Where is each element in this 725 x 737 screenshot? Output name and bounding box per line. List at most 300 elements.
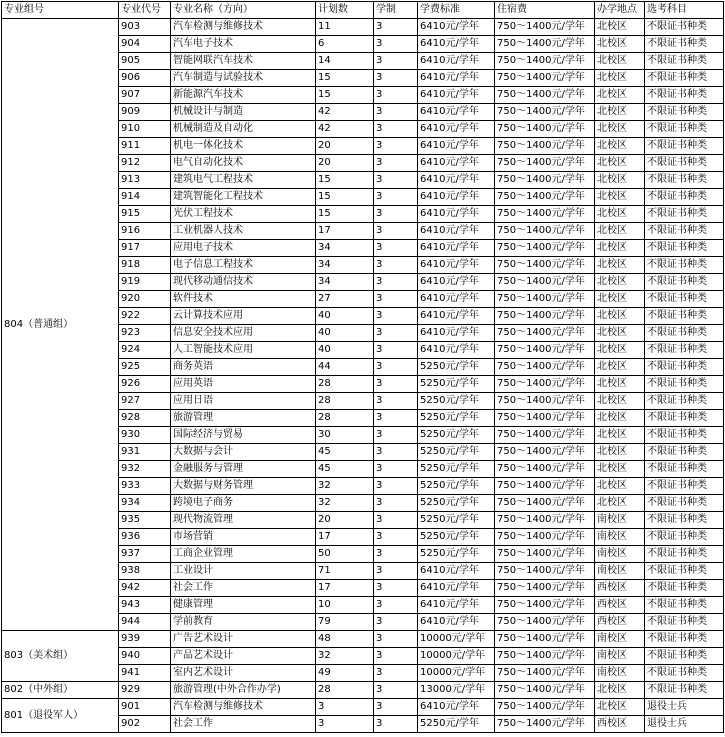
campus-cell: 西校区: [595, 716, 645, 733]
major-cell: 金融服务与管理: [171, 461, 316, 478]
code-cell: 926: [119, 376, 171, 393]
plan-cell: 34: [316, 274, 374, 291]
housing-cell: 750～1400元/学年: [495, 563, 595, 580]
years-cell: 3: [374, 444, 418, 461]
code-cell: 941: [119, 665, 171, 682]
campus-cell: 北校区: [595, 70, 645, 87]
years-cell: 3: [374, 206, 418, 223]
years-cell: 3: [374, 529, 418, 546]
housing-cell: 750～1400元/学年: [495, 529, 595, 546]
code-cell: 919: [119, 274, 171, 291]
housing-cell: 750～1400元/学年: [495, 189, 595, 206]
plan-cell: 28: [316, 376, 374, 393]
major-cell: 机械制造及自动化: [171, 121, 316, 138]
campus-cell: 北校区: [595, 53, 645, 70]
code-cell: 925: [119, 359, 171, 376]
housing-cell: 750～1400元/学年: [495, 104, 595, 121]
years-cell: 3: [374, 189, 418, 206]
campus-cell: 北校区: [595, 461, 645, 478]
table-row: [2, 631, 724, 648]
years-cell: 3: [374, 87, 418, 104]
years-cell: 3: [374, 716, 418, 733]
tuition-cell: 6410元/学年: [418, 121, 495, 138]
plan-cell: 11: [316, 19, 374, 36]
tuition-cell: 6410元/学年: [418, 138, 495, 155]
subjects-cell: 不限证书种类: [645, 546, 724, 563]
group-cell: 802（中外组）: [2, 682, 119, 699]
subjects-cell: 不限证书种类: [645, 104, 724, 121]
code-cell: 904: [119, 36, 171, 53]
housing-cell: 750～1400元/学年: [495, 308, 595, 325]
housing-cell: 750～1400元/学年: [495, 359, 595, 376]
years-cell: 3: [374, 172, 418, 189]
campus-cell: 南校区: [595, 512, 645, 529]
housing-cell: 750～1400元/学年: [495, 138, 595, 155]
campus-cell: 南校区: [595, 529, 645, 546]
years-cell: 3: [374, 631, 418, 648]
housing-cell: 750～1400元/学年: [495, 70, 595, 87]
major-cell: 大数据与财务管理: [171, 478, 316, 495]
tuition-cell: 6410元/学年: [418, 53, 495, 70]
tuition-cell: 6410元/学年: [418, 274, 495, 291]
major-cell: 汽车检测与维修技术: [171, 19, 316, 36]
subjects-cell: 不限证书种类: [645, 461, 724, 478]
tuition-cell: 6410元/学年: [418, 19, 495, 36]
plan-cell: 34: [316, 240, 374, 257]
tuition-cell: 6410元/学年: [418, 597, 495, 614]
years-cell: 3: [374, 223, 418, 240]
code-cell: 937: [119, 546, 171, 563]
subjects-cell: 不限证书种类: [645, 495, 724, 512]
major-cell: 社会工作: [171, 580, 316, 597]
code-cell: 907: [119, 87, 171, 104]
code-cell: 905: [119, 53, 171, 70]
plan-cell: 17: [316, 580, 374, 597]
tuition-cell: 13000元/学年: [418, 682, 495, 699]
plan-cell: 10: [316, 597, 374, 614]
plan-cell: 30: [316, 427, 374, 444]
housing-cell: 750～1400元/学年: [495, 478, 595, 495]
code-cell: 930: [119, 427, 171, 444]
code-cell: 917: [119, 240, 171, 257]
code-cell: 914: [119, 189, 171, 206]
major-cell: 电子信息工程技术: [171, 257, 316, 274]
tuition-cell: 5250元/学年: [418, 393, 495, 410]
housing-cell: 750～1400元/学年: [495, 257, 595, 274]
major-cell: 国际经济与贸易: [171, 427, 316, 444]
plan-cell: 28: [316, 393, 374, 410]
tuition-cell: 6410元/学年: [418, 699, 495, 716]
subjects-cell: 不限证书种类: [645, 87, 724, 104]
plan-cell: 15: [316, 189, 374, 206]
years-cell: 3: [374, 104, 418, 121]
subjects-cell: 不限证书种类: [645, 648, 724, 665]
years-cell: 3: [374, 563, 418, 580]
tuition-cell: 6410元/学年: [418, 172, 495, 189]
tuition-cell: 10000元/学年: [418, 631, 495, 648]
major-cell: 大数据与会计: [171, 444, 316, 461]
campus-cell: 北校区: [595, 359, 645, 376]
years-cell: 3: [374, 478, 418, 495]
plan-cell: 15: [316, 70, 374, 87]
campus-cell: 北校区: [595, 393, 645, 410]
subjects-cell: 不限证书种类: [645, 682, 724, 699]
plan-cell: 44: [316, 359, 374, 376]
subjects-cell: 不限证书种类: [645, 563, 724, 580]
years-cell: 3: [374, 138, 418, 155]
campus-cell: 北校区: [595, 36, 645, 53]
housing-cell: 750～1400元/学年: [495, 699, 595, 716]
years-cell: 3: [374, 155, 418, 172]
campus-cell: 北校区: [595, 87, 645, 104]
years-cell: 3: [374, 665, 418, 682]
code-cell: 909: [119, 104, 171, 121]
code-cell: 928: [119, 410, 171, 427]
subjects-cell: 不限证书种类: [645, 580, 724, 597]
subjects-cell: 不限证书种类: [645, 36, 724, 53]
subjects-cell: 不限证书种类: [645, 427, 724, 444]
subjects-cell: 不限证书种类: [645, 614, 724, 631]
plan-cell: 40: [316, 308, 374, 325]
subjects-cell: 不限证书种类: [645, 257, 724, 274]
tuition-cell: 10000元/学年: [418, 665, 495, 682]
code-cell: 938: [119, 563, 171, 580]
campus-cell: 南校区: [595, 546, 645, 563]
major-cell: 汽车检测与维修技术: [171, 699, 316, 716]
subjects-cell: 不限证书种类: [645, 155, 724, 172]
housing-cell: 750～1400元/学年: [495, 614, 595, 631]
group-cell: 801（退役军人）: [2, 699, 119, 733]
major-cell: 应用英语: [171, 376, 316, 393]
tuition-cell: 5250元/学年: [418, 376, 495, 393]
major-cell: 旅游管理(中外合作办学): [171, 682, 316, 699]
major-cell: 应用电子技术: [171, 240, 316, 257]
major-cell: 学前教育: [171, 614, 316, 631]
table-row: [2, 699, 724, 716]
code-cell: 913: [119, 172, 171, 189]
housing-cell: 750～1400元/学年: [495, 682, 595, 699]
plan-cell: 45: [316, 461, 374, 478]
years-cell: 3: [374, 461, 418, 478]
code-cell: 922: [119, 308, 171, 325]
campus-cell: 北校区: [595, 444, 645, 461]
code-cell: 923: [119, 325, 171, 342]
housing-cell: 750～1400元/学年: [495, 240, 595, 257]
code-cell: 924: [119, 342, 171, 359]
subjects-cell: 不限证书种类: [645, 478, 724, 495]
campus-cell: 南校区: [595, 648, 645, 665]
plan-cell: 34: [316, 257, 374, 274]
plan-cell: 15: [316, 87, 374, 104]
campus-cell: 北校区: [595, 172, 645, 189]
plan-cell: 42: [316, 121, 374, 138]
housing-cell: 750～1400元/学年: [495, 631, 595, 648]
code-cell: 929: [119, 682, 171, 699]
major-cell: 工业设计: [171, 563, 316, 580]
tuition-cell: 6410元/学年: [418, 614, 495, 631]
code-cell: 931: [119, 444, 171, 461]
campus-cell: 西校区: [595, 614, 645, 631]
subjects-cell: 不限证书种类: [645, 359, 724, 376]
campus-cell: 北校区: [595, 699, 645, 716]
subjects-cell: 不限证书种类: [645, 597, 724, 614]
code-cell: 910: [119, 121, 171, 138]
major-cell: 应用日语: [171, 393, 316, 410]
plan-cell: 15: [316, 172, 374, 189]
code-cell: 903: [119, 19, 171, 36]
plan-cell: 79: [316, 614, 374, 631]
campus-cell: 北校区: [595, 274, 645, 291]
subjects-cell: 不限证书种类: [645, 138, 724, 155]
major-cell: 新能源汽车技术: [171, 87, 316, 104]
subjects-cell: 不限证书种类: [645, 223, 724, 240]
years-cell: 3: [374, 342, 418, 359]
header-campus: 办学地点: [595, 2, 645, 19]
major-cell: 机械设计与制造: [171, 104, 316, 121]
subjects-cell: 不限证书种类: [645, 665, 724, 682]
major-cell: 广告艺术设计: [171, 631, 316, 648]
years-cell: 3: [374, 580, 418, 597]
plan-cell: 32: [316, 495, 374, 512]
group-cell: 804（普通组）: [2, 19, 119, 631]
housing-cell: 750～1400元/学年: [495, 274, 595, 291]
subjects-cell: 不限证书种类: [645, 631, 724, 648]
tuition-cell: 6410元/学年: [418, 580, 495, 597]
tuition-cell: 6410元/学年: [418, 206, 495, 223]
major-cell: 信息安全技术应用: [171, 325, 316, 342]
subjects-cell: 不限证书种类: [645, 393, 724, 410]
housing-cell: 750～1400元/学年: [495, 580, 595, 597]
tuition-cell: 6410元/学年: [418, 189, 495, 206]
campus-cell: 北校区: [595, 19, 645, 36]
years-cell: 3: [374, 359, 418, 376]
tuition-cell: 6410元/学年: [418, 291, 495, 308]
housing-cell: 750～1400元/学年: [495, 546, 595, 563]
code-cell: 943: [119, 597, 171, 614]
code-cell: 932: [119, 461, 171, 478]
subjects-cell: 不限证书种类: [645, 291, 724, 308]
housing-cell: 750～1400元/学年: [495, 155, 595, 172]
housing-cell: 750～1400元/学年: [495, 427, 595, 444]
campus-cell: 北校区: [595, 342, 645, 359]
years-cell: 3: [374, 410, 418, 427]
campus-cell: 西校区: [595, 597, 645, 614]
campus-cell: 北校区: [595, 240, 645, 257]
housing-cell: 750～1400元/学年: [495, 716, 595, 733]
tuition-cell: 5250元/学年: [418, 546, 495, 563]
plan-cell: 28: [316, 682, 374, 699]
years-cell: 3: [374, 512, 418, 529]
years-cell: 3: [374, 19, 418, 36]
tuition-cell: 5250元/学年: [418, 444, 495, 461]
header-code: 专业代号: [119, 2, 171, 19]
plan-cell: 32: [316, 478, 374, 495]
code-cell: 916: [119, 223, 171, 240]
code-cell: 939: [119, 631, 171, 648]
header-housing: 住宿费: [495, 2, 595, 19]
code-cell: 933: [119, 478, 171, 495]
subjects-cell: 不限证书种类: [645, 376, 724, 393]
housing-cell: 750～1400元/学年: [495, 342, 595, 359]
plan-cell: 40: [316, 342, 374, 359]
tuition-cell: 6410元/学年: [418, 104, 495, 121]
plan-cell: 6: [316, 36, 374, 53]
campus-cell: 南校区: [595, 563, 645, 580]
subjects-cell: 不限证书种类: [645, 240, 724, 257]
housing-cell: 750～1400元/学年: [495, 325, 595, 342]
header-group: 专业组号: [2, 2, 119, 19]
plan-cell: 3: [316, 699, 374, 716]
subjects-cell: 不限证书种类: [645, 189, 724, 206]
campus-cell: 北校区: [595, 223, 645, 240]
plan-cell: 32: [316, 648, 374, 665]
tuition-cell: 5250元/学年: [418, 529, 495, 546]
code-cell: 912: [119, 155, 171, 172]
plan-cell: 17: [316, 223, 374, 240]
code-cell: 901: [119, 699, 171, 716]
major-cell: 机电一体化技术: [171, 138, 316, 155]
years-cell: 3: [374, 597, 418, 614]
tuition-cell: 5250元/学年: [418, 461, 495, 478]
table-body: [2, 19, 724, 733]
tuition-cell: 6410元/学年: [418, 257, 495, 274]
major-cell: 现代物流管理: [171, 512, 316, 529]
campus-cell: 北校区: [595, 376, 645, 393]
tuition-cell: 10000元/学年: [418, 648, 495, 665]
major-cell: 室内艺术设计: [171, 665, 316, 682]
subjects-cell: 不限证书种类: [645, 70, 724, 87]
housing-cell: 750～1400元/学年: [495, 597, 595, 614]
code-cell: 927: [119, 393, 171, 410]
table-row: [2, 19, 724, 36]
subjects-cell: 不限证书种类: [645, 410, 724, 427]
years-cell: 3: [374, 546, 418, 563]
code-cell: 920: [119, 291, 171, 308]
housing-cell: 750～1400元/学年: [495, 461, 595, 478]
header-plan: 计划数: [316, 2, 374, 19]
years-cell: 3: [374, 308, 418, 325]
subjects-cell: 不限证书种类: [645, 121, 724, 138]
housing-cell: 750～1400元/学年: [495, 410, 595, 427]
campus-cell: 北校区: [595, 257, 645, 274]
tuition-cell: 5250元/学年: [418, 495, 495, 512]
header-subjects: 选考科目: [645, 2, 724, 19]
housing-cell: 750～1400元/学年: [495, 291, 595, 308]
campus-cell: 南校区: [595, 665, 645, 682]
major-cell: 健康管理: [171, 597, 316, 614]
plan-cell: 20: [316, 512, 374, 529]
housing-cell: 750～1400元/学年: [495, 53, 595, 70]
years-cell: 3: [374, 121, 418, 138]
housing-cell: 750～1400元/学年: [495, 36, 595, 53]
code-cell: 918: [119, 257, 171, 274]
code-cell: 934: [119, 495, 171, 512]
major-cell: 汽车制造与试验技术: [171, 70, 316, 87]
housing-cell: 750～1400元/学年: [495, 444, 595, 461]
plan-cell: 71: [316, 563, 374, 580]
major-cell: 光伏工程技术: [171, 206, 316, 223]
subjects-cell: 不限证书种类: [645, 529, 724, 546]
plan-cell: 40: [316, 325, 374, 342]
header-row: [2, 2, 724, 19]
code-cell: 942: [119, 580, 171, 597]
header-major: 专业名称（方向）: [171, 2, 316, 19]
subjects-cell: 不限证书种类: [645, 274, 724, 291]
code-cell: 906: [119, 70, 171, 87]
tuition-cell: 6410元/学年: [418, 342, 495, 359]
years-cell: 3: [374, 495, 418, 512]
plan-cell: 20: [316, 138, 374, 155]
plan-cell: 50: [316, 546, 374, 563]
major-cell: 人工智能技术应用: [171, 342, 316, 359]
plan-cell: 14: [316, 53, 374, 70]
years-cell: 3: [374, 257, 418, 274]
years-cell: 3: [374, 614, 418, 631]
header-tuition: 学费标准: [418, 2, 495, 19]
years-cell: 3: [374, 274, 418, 291]
years-cell: 3: [374, 376, 418, 393]
subjects-cell: 不限证书种类: [645, 53, 724, 70]
campus-cell: 南校区: [595, 631, 645, 648]
campus-cell: 北校区: [595, 138, 645, 155]
major-cell: 工商企业管理: [171, 546, 316, 563]
campus-cell: 西校区: [595, 580, 645, 597]
subjects-cell: 不限证书种类: [645, 342, 724, 359]
campus-cell: 北校区: [595, 308, 645, 325]
housing-cell: 750～1400元/学年: [495, 495, 595, 512]
housing-cell: 750～1400元/学年: [495, 121, 595, 138]
housing-cell: 750～1400元/学年: [495, 223, 595, 240]
tuition-cell: 5250元/学年: [418, 716, 495, 733]
tuition-cell: 5250元/学年: [418, 478, 495, 495]
campus-cell: 北校区: [595, 682, 645, 699]
tuition-cell: 5250元/学年: [418, 359, 495, 376]
tuition-cell: 6410元/学年: [418, 87, 495, 104]
campus-cell: 北校区: [595, 325, 645, 342]
subjects-cell: 不限证书种类: [645, 19, 724, 36]
campus-cell: 北校区: [595, 121, 645, 138]
tuition-cell: 6410元/学年: [418, 240, 495, 257]
campus-cell: 北校区: [595, 189, 645, 206]
housing-cell: 750～1400元/学年: [495, 393, 595, 410]
housing-cell: 750～1400元/学年: [495, 172, 595, 189]
campus-cell: 北校区: [595, 104, 645, 121]
housing-cell: 750～1400元/学年: [495, 87, 595, 104]
tuition-cell: 6410元/学年: [418, 308, 495, 325]
tuition-cell: 6410元/学年: [418, 325, 495, 342]
code-cell: 915: [119, 206, 171, 223]
plan-cell: 20: [316, 155, 374, 172]
tuition-cell: 5250元/学年: [418, 427, 495, 444]
housing-cell: 750～1400元/学年: [495, 512, 595, 529]
years-cell: 3: [374, 291, 418, 308]
subjects-cell: 不限证书种类: [645, 325, 724, 342]
plan-cell: 45: [316, 444, 374, 461]
housing-cell: 750～1400元/学年: [495, 19, 595, 36]
campus-cell: 北校区: [595, 495, 645, 512]
years-cell: 3: [374, 70, 418, 87]
tuition-cell: 6410元/学年: [418, 155, 495, 172]
tuition-cell: 6410元/学年: [418, 36, 495, 53]
plan-cell: 42: [316, 104, 374, 121]
years-cell: 3: [374, 682, 418, 699]
major-cell: 跨境电子商务: [171, 495, 316, 512]
campus-cell: 北校区: [595, 427, 645, 444]
major-cell: 现代移动通信技术: [171, 274, 316, 291]
code-cell: 944: [119, 614, 171, 631]
major-cell: 商务英语: [171, 359, 316, 376]
code-cell: 911: [119, 138, 171, 155]
